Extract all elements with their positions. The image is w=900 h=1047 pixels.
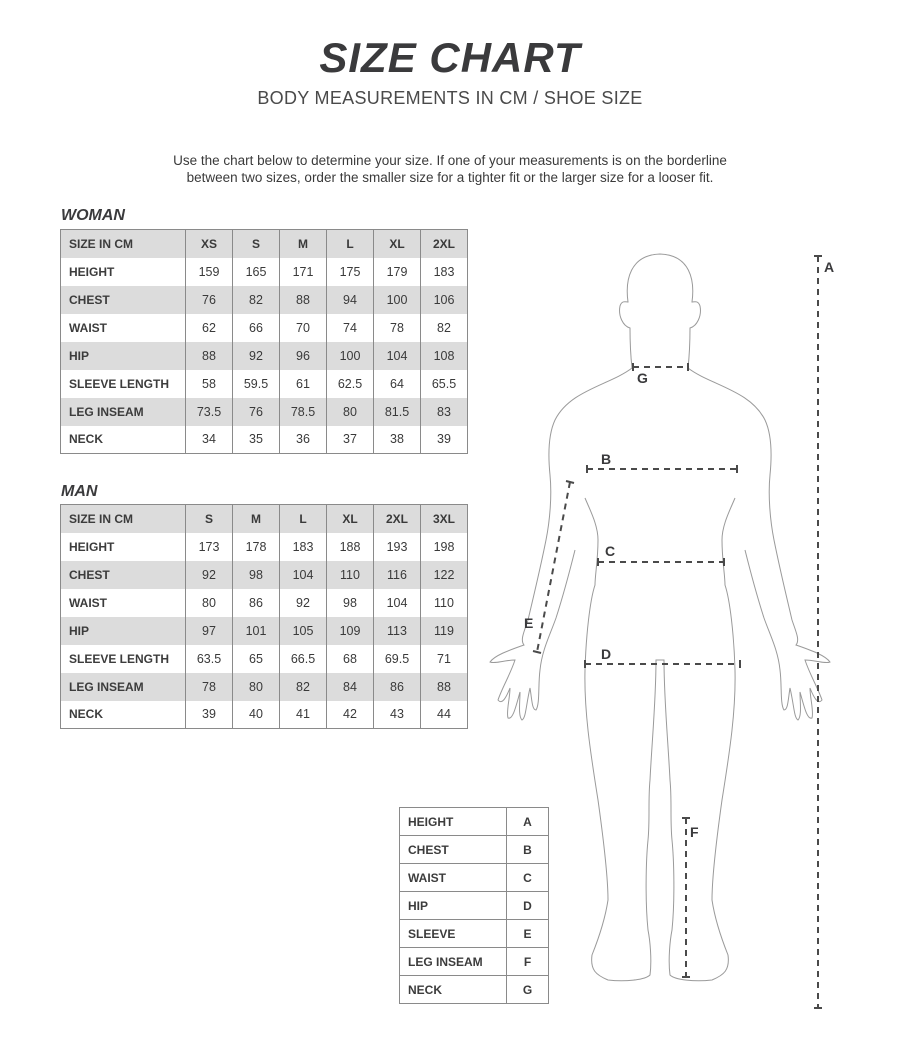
marker-a: A	[824, 259, 835, 275]
header-cell: M	[233, 505, 280, 533]
cell: 37	[327, 426, 374, 454]
table-row	[61, 286, 468, 314]
row-label: HIP	[61, 617, 186, 645]
cell: 38	[374, 426, 421, 454]
marker-e: E	[524, 615, 534, 631]
header-cell: 3XL	[421, 505, 468, 533]
cell: 76	[186, 286, 233, 314]
row-label: HEIGHT	[69, 264, 115, 279]
cell: 43	[374, 701, 421, 729]
man-size-table	[60, 504, 468, 729]
table-row	[61, 701, 468, 729]
row-label: NECK	[69, 432, 104, 447]
table-row	[61, 370, 468, 398]
page-title: SIZE CHART	[319, 34, 581, 81]
legend-label: HIP	[400, 892, 507, 920]
cell: 159	[186, 258, 233, 286]
row-label: CHEST	[61, 286, 186, 314]
row-label: HIP	[61, 342, 186, 370]
cell: 98	[233, 561, 280, 589]
cell: 36	[280, 426, 327, 454]
cell: 96	[280, 342, 327, 370]
marker-d: D	[601, 646, 612, 662]
row-label: WAIST	[69, 320, 107, 335]
cell: 104	[374, 342, 421, 370]
legend-label: LEG INSEAM	[400, 948, 507, 976]
cell: 62	[186, 314, 233, 342]
cell: 82	[280, 673, 327, 701]
cell: 122	[421, 561, 468, 589]
intro-line-2: between two sizes, order the smaller size for a tighter fit or the larger size for a looser fit.	[186, 170, 714, 185]
row-label: HEIGHT	[69, 539, 115, 554]
cell: 88	[280, 286, 327, 314]
header-cell: XL	[374, 230, 421, 258]
header-cell: M	[280, 230, 327, 258]
cell: 104	[280, 561, 327, 589]
cell: 198	[421, 533, 468, 561]
cell: 171	[280, 258, 327, 286]
legend-label: CHEST	[400, 836, 507, 864]
header-cell: XS	[186, 230, 233, 258]
woman-size-table	[60, 229, 468, 454]
cell: 58	[186, 370, 233, 398]
cell: 78	[186, 673, 233, 701]
row-label: SLEEVE LENGTH	[69, 376, 170, 391]
header-cell: 2XL	[374, 505, 421, 533]
cell: 106	[421, 286, 468, 314]
cell: 100	[327, 342, 374, 370]
header-cell: SIZE IN CM	[61, 505, 186, 533]
cell: 110	[327, 561, 374, 589]
cell: 80	[327, 398, 374, 426]
header-cell: L	[280, 505, 327, 533]
cell: 74	[327, 314, 374, 342]
cell: 81.5	[374, 398, 421, 426]
cell: 66.5	[280, 645, 327, 673]
header-cell: SIZE IN CM	[61, 230, 186, 258]
cell: 108	[421, 342, 468, 370]
table-row	[61, 314, 468, 342]
cell: 98	[327, 589, 374, 617]
cell: 76	[233, 398, 280, 426]
cell: 83	[421, 398, 468, 426]
legend-label: WAIST	[400, 864, 507, 892]
cell: 78	[374, 314, 421, 342]
table-row	[61, 673, 468, 701]
table-header-row	[61, 505, 468, 533]
man-section-label: MAN	[61, 483, 98, 500]
cell: 35	[233, 426, 280, 454]
row-label: LEG INSEAM	[61, 673, 186, 701]
woman-section-label: WOMAN	[61, 207, 125, 224]
cell: 69.5	[374, 645, 421, 673]
cell: 61	[280, 370, 327, 398]
body-silhouette-icon	[480, 240, 850, 1030]
cell: 70	[280, 314, 327, 342]
cell: 105	[280, 617, 327, 645]
cell: 63.5	[186, 645, 233, 673]
legend-key: G	[507, 976, 549, 1004]
cell: 34	[186, 426, 233, 454]
header-cell: S	[186, 505, 233, 533]
intro-line-1: Use the chart below to determine your size. If one of your measurements is on the borderline	[173, 153, 727, 168]
row-label: NECK	[69, 707, 104, 722]
cell: 80	[186, 589, 233, 617]
cell: 179	[374, 258, 421, 286]
intro-text	[0, 152, 900, 186]
cell: 92	[233, 342, 280, 370]
cell: 183	[421, 258, 468, 286]
row-label: LEG INSEAM	[61, 398, 186, 426]
legend-key: E	[507, 920, 549, 948]
cell: 68	[327, 645, 374, 673]
cell: 101	[233, 617, 280, 645]
row-label: WAIST	[69, 595, 107, 610]
marker-b: B	[601, 451, 612, 467]
cell: 39	[421, 426, 468, 454]
cell: 113	[374, 617, 421, 645]
body-measurement-figure	[480, 240, 850, 1030]
cell: 104	[374, 589, 421, 617]
legend-label: HEIGHT	[400, 808, 507, 836]
legend-key: B	[507, 836, 549, 864]
legend-label: NECK	[400, 976, 507, 1004]
header-cell: S	[233, 230, 280, 258]
cell: 92	[186, 561, 233, 589]
cell: 188	[327, 533, 374, 561]
legend-label: SLEEVE	[400, 920, 507, 948]
cell: 173	[186, 533, 233, 561]
cell: 42	[327, 701, 374, 729]
row-label: SLEEVE LENGTH	[69, 651, 170, 666]
cell: 119	[421, 617, 468, 645]
legend-key: F	[507, 948, 549, 976]
table-row	[61, 342, 468, 370]
cell: 65	[233, 645, 280, 673]
cell: 41	[280, 701, 327, 729]
cell: 40	[233, 701, 280, 729]
table-row	[61, 589, 468, 617]
table-row	[61, 258, 468, 286]
cell: 183	[280, 533, 327, 561]
cell: 86	[374, 673, 421, 701]
legend-key: D	[507, 892, 549, 920]
cell: 80	[233, 673, 280, 701]
cell: 64	[374, 370, 421, 398]
header-cell: XL	[327, 505, 374, 533]
table-row	[61, 533, 468, 561]
cell: 86	[233, 589, 280, 617]
cell: 175	[327, 258, 374, 286]
cell: 109	[327, 617, 374, 645]
cell: 65.5	[421, 370, 468, 398]
legend-key: A	[507, 808, 549, 836]
page-subtitle: BODY MEASUREMENTS IN CM / SHOE SIZE	[257, 88, 643, 108]
marker-f: F	[690, 824, 699, 840]
cell: 59.5	[233, 370, 280, 398]
cell: 66	[233, 314, 280, 342]
row-label: CHEST	[61, 561, 186, 589]
cell: 78.5	[280, 398, 327, 426]
cell: 62.5	[327, 370, 374, 398]
cell: 44	[421, 701, 468, 729]
cell: 193	[374, 533, 421, 561]
cell: 71	[421, 645, 468, 673]
table-row	[61, 617, 468, 645]
cell: 97	[186, 617, 233, 645]
cell: 84	[327, 673, 374, 701]
header-cell: L	[327, 230, 374, 258]
header-cell: 2XL	[421, 230, 468, 258]
cell: 165	[233, 258, 280, 286]
marker-g: G	[637, 370, 648, 386]
table-row	[61, 645, 468, 673]
cell: 39	[186, 701, 233, 729]
cell: 73.5	[186, 398, 233, 426]
cell: 88	[421, 673, 468, 701]
table-header-row	[61, 230, 468, 258]
cell: 82	[233, 286, 280, 314]
table-row	[61, 561, 468, 589]
cell: 116	[374, 561, 421, 589]
cell: 110	[421, 589, 468, 617]
cell: 82	[421, 314, 468, 342]
cell: 94	[327, 286, 374, 314]
table-row	[61, 426, 468, 454]
legend-key: C	[507, 864, 549, 892]
table-row	[61, 398, 468, 426]
cell: 178	[233, 533, 280, 561]
marker-c: C	[605, 543, 616, 559]
cell: 88	[186, 342, 233, 370]
cell: 100	[374, 286, 421, 314]
cell: 92	[280, 589, 327, 617]
